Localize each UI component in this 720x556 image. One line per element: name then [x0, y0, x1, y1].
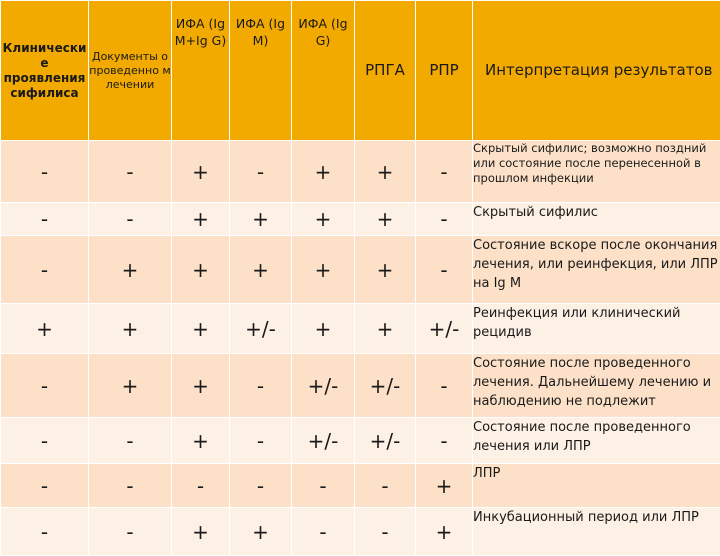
cell-rpr: - — [416, 418, 473, 464]
cell-ifa-igm: - — [230, 464, 292, 508]
cell-ifa-igm: + — [230, 508, 292, 556]
header-rpr: РПР — [416, 1, 473, 141]
cell-documents: - — [89, 203, 172, 236]
cell-documents: - — [89, 141, 172, 203]
cell-interpretation: Состояние после проведенного лечения. Дальнейшему лечению и наблюдению не подлежит — [473, 354, 720, 418]
cell-clinical: - — [1, 354, 89, 418]
cell-rpga: + — [355, 236, 416, 304]
cell-clinical: - — [1, 141, 89, 203]
cell-rpga: + — [355, 203, 416, 236]
cell-documents: - — [89, 464, 172, 508]
cell-documents: + — [89, 236, 172, 304]
cell-ifa-igm: - — [230, 141, 292, 203]
table-row — [1, 304, 720, 354]
cell-ifa-igg: + — [292, 236, 355, 304]
cell-ifa-igg: +/- — [292, 354, 355, 418]
cell-ifa-igm-igg: + — [172, 304, 230, 354]
cell-documents: + — [89, 354, 172, 418]
cell-ifa-igg: + — [292, 304, 355, 354]
cell-ifa-igm: - — [230, 354, 292, 418]
header-ifa-igm: ИФА (Ig M) — [230, 1, 292, 141]
cell-rpr: + — [416, 508, 473, 556]
cell-interpretation: ЛПР — [473, 464, 720, 508]
cell-rpr: - — [416, 236, 473, 304]
cell-clinical: - — [1, 203, 89, 236]
cell-ifa-igm-igg: - — [172, 464, 230, 508]
cell-rpga: - — [355, 464, 416, 508]
cell-ifa-igg: + — [292, 141, 355, 203]
cell-ifa-igm: + — [230, 236, 292, 304]
table-row — [1, 508, 720, 556]
cell-clinical: + — [1, 304, 89, 354]
cell-clinical: - — [1, 464, 89, 508]
cell-interpretation: Скрытый сифилис — [473, 203, 720, 236]
cell-rpga: +/- — [355, 418, 416, 464]
table-row — [1, 203, 720, 236]
cell-rpr: - — [416, 203, 473, 236]
table-row — [1, 354, 720, 418]
header-ifa-igg: ИФА (Ig G) — [292, 1, 355, 141]
cell-rpga: + — [355, 141, 416, 203]
cell-ifa-igg: - — [292, 508, 355, 556]
table-row — [1, 141, 720, 203]
header-rpga: РПГА — [355, 1, 416, 141]
cell-clinical: - — [1, 508, 89, 556]
cell-interpretation: Реинфекция или клинический рецидив — [473, 304, 720, 354]
cell-rpr: - — [416, 354, 473, 418]
cell-rpr: + — [416, 464, 473, 508]
cell-clinical: - — [1, 236, 89, 304]
cell-rpr: +/- — [416, 304, 473, 354]
cell-ifa-igm-igg: + — [172, 141, 230, 203]
header-ifa-igm-igg: ИФА (Ig M+Ig G) — [172, 1, 230, 141]
cell-ifa-igm: + — [230, 203, 292, 236]
cell-ifa-igm-igg: + — [172, 418, 230, 464]
cell-ifa-igm-igg: + — [172, 508, 230, 556]
header-row — [1, 1, 720, 141]
table-row — [1, 418, 720, 464]
cell-interpretation: Скрытый сифилис; возможно поздний или состояние после перенесенной в прошлом инфекции — [473, 141, 720, 203]
cell-ifa-igm-igg: + — [172, 236, 230, 304]
cell-ifa-igg: +/- — [292, 418, 355, 464]
table-row — [1, 464, 720, 508]
header-interpretation: Интерпретация результатов — [473, 1, 720, 141]
cell-ifa-igm: - — [230, 418, 292, 464]
cell-ifa-igg: - — [292, 464, 355, 508]
table-row — [1, 236, 720, 304]
cell-rpga: - — [355, 508, 416, 556]
cell-documents: - — [89, 418, 172, 464]
header-clinical-manifestations: Клинически е проявления сифилиса — [1, 1, 89, 141]
cell-ifa-igm-igg: + — [172, 203, 230, 236]
cell-documents: + — [89, 304, 172, 354]
cell-interpretation: Состояние после проведенного лечения или ЛПР — [473, 418, 720, 464]
cell-interpretation: Инкубационный период или ЛПР — [473, 508, 720, 556]
header-treatment-documents: Документы о проведенно м лечении — [89, 1, 172, 141]
cell-documents: - — [89, 508, 172, 556]
cell-rpga: +/- — [355, 354, 416, 418]
cell-ifa-igg: + — [292, 203, 355, 236]
cell-interpretation: Состояние вскоре после окончания лечения, или реинфекция, или ЛПР на Ig M — [473, 236, 720, 304]
cell-ifa-igm-igg: + — [172, 354, 230, 418]
cell-clinical: - — [1, 418, 89, 464]
cell-rpga: + — [355, 304, 416, 354]
cell-ifa-igm: +/- — [230, 304, 292, 354]
cell-rpr: - — [416, 141, 473, 203]
